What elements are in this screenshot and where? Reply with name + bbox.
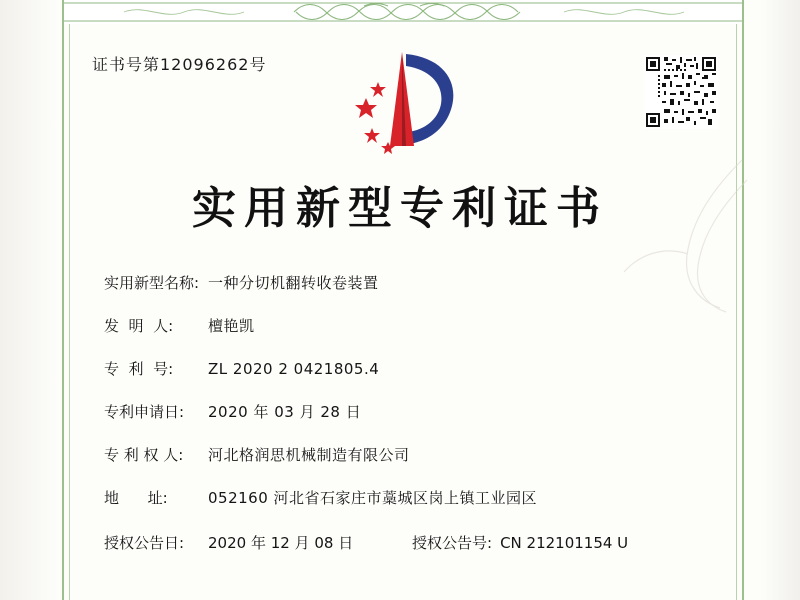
grant-date-value: 2020 年 12 月 08 日 <box>208 534 354 552</box>
field-value: ZL 2020 2 0421805.4 <box>208 360 380 378</box>
page-edge-left <box>0 0 58 600</box>
field-row-patentee <box>104 444 704 465</box>
field-value: 052160 河北省石家庄市藁城区岗上镇工业园区 <box>208 489 538 507</box>
patent-office-logo-icon <box>340 46 470 156</box>
announcement-number-value: CN 212101154 U <box>500 534 629 552</box>
field-row-grant-announcement <box>104 532 704 553</box>
field-label: 发 明 人: <box>104 317 174 335</box>
field-value: 檀艳凯 <box>208 317 255 335</box>
page-title: 实用新型专利证书 <box>192 183 608 234</box>
grant-date-label: 授权公告日: <box>104 534 185 552</box>
field-value: 2020 年 03 月 28 日 <box>208 403 362 421</box>
field-list <box>104 272 704 563</box>
qr-code-icon <box>644 55 718 129</box>
field-row-utility-model-name <box>104 272 704 293</box>
field-row-inventor <box>104 315 704 336</box>
field-label: 专 利 号: <box>104 360 174 378</box>
field-label: 地 址: <box>104 489 168 507</box>
field-row-patent-number <box>104 358 704 379</box>
ornamental-top-band <box>64 0 742 24</box>
certificate-number: 证书号第12096262号 <box>92 55 267 74</box>
announcement-number-label: 授权公告号: <box>412 534 493 552</box>
field-row-address <box>104 487 704 508</box>
field-row-application-date <box>104 401 704 422</box>
field-label: 专 利 权 人: <box>104 446 184 464</box>
field-label: 专利申请日: <box>104 403 185 421</box>
field-value: 河北格润思机械制造有限公司 <box>208 446 410 464</box>
field-value: 一种分切机翻转收卷装置 <box>208 274 379 292</box>
page-edge-right <box>760 0 800 600</box>
field-label: 实用新型名称: <box>104 274 200 292</box>
